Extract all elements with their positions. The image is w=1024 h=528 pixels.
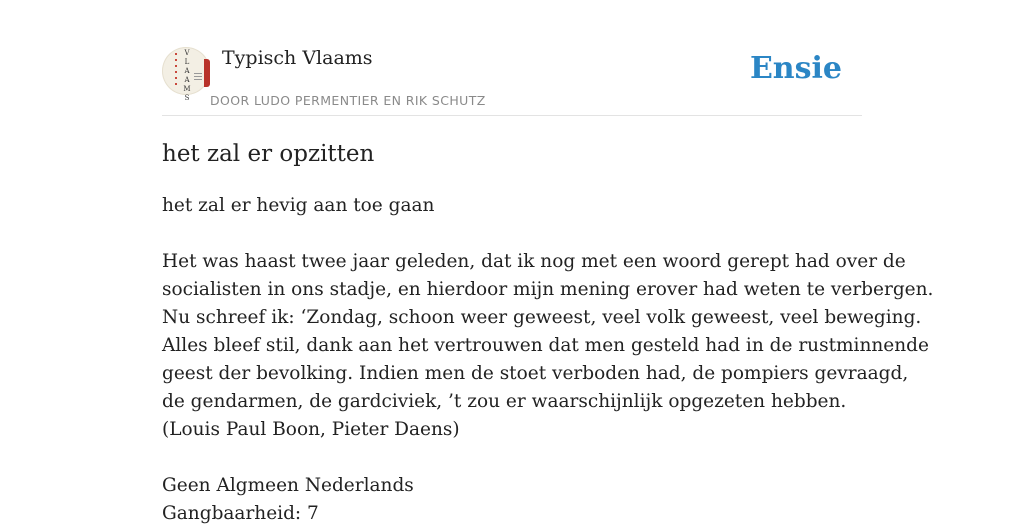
avatar-stripe-mark (175, 53, 177, 87)
avatar-letters: V L A A M S (183, 49, 191, 102)
entry-body (162, 192, 934, 528)
paragraph-gap (162, 444, 872, 472)
typisch-vlaams-avatar[interactable] (162, 47, 210, 102)
page (162, 0, 934, 524)
quote-line: socialisten in ons stadje, en hierdoor mijn mening erover had weten te verbergen. (162, 279, 934, 300)
byline: DOOR LUDO PERMENTIER EN RIK SCHUTZ (210, 93, 486, 108)
quote-source: (Louis Paul Boon, Pieter Daens) (162, 419, 460, 440)
quote-line: geest der bevolking. Indien men de stoet verboden had, de pompiers gevraagd, (162, 363, 909, 384)
quote-line: de gendarmen, de gardciviek, ’t zou er waarschijnlijk opgezeten hebben. (162, 391, 847, 412)
note-line: Gangbaarheid: 7 (162, 503, 319, 524)
note-line: Geen Algmeen Nederlands (162, 475, 414, 496)
paragraph-gap (162, 220, 872, 248)
definition: het zal er hevig aan toe gaan (162, 195, 435, 216)
quote-line: Nu schreef ik: ‘Zondag, schoon weer geweest, veel volk geweest, veel beweging. (162, 307, 922, 328)
site-header (162, 0, 862, 116)
entry-title: het zal er opzitten (162, 141, 375, 167)
avatar-ribbon (204, 59, 210, 87)
ensie-logo[interactable]: Ensie (749, 51, 842, 86)
site-title[interactable]: Typisch Vlaams (222, 47, 373, 69)
avatar-fine-print (194, 73, 202, 81)
quote-line: Het was haast twee jaar geleden, dat ik nog met een woord gerept had over de (162, 251, 906, 272)
quote-line: Alles bleef stil, dank aan het vertrouwen dat men gesteld had in de rustminnende (162, 335, 929, 356)
